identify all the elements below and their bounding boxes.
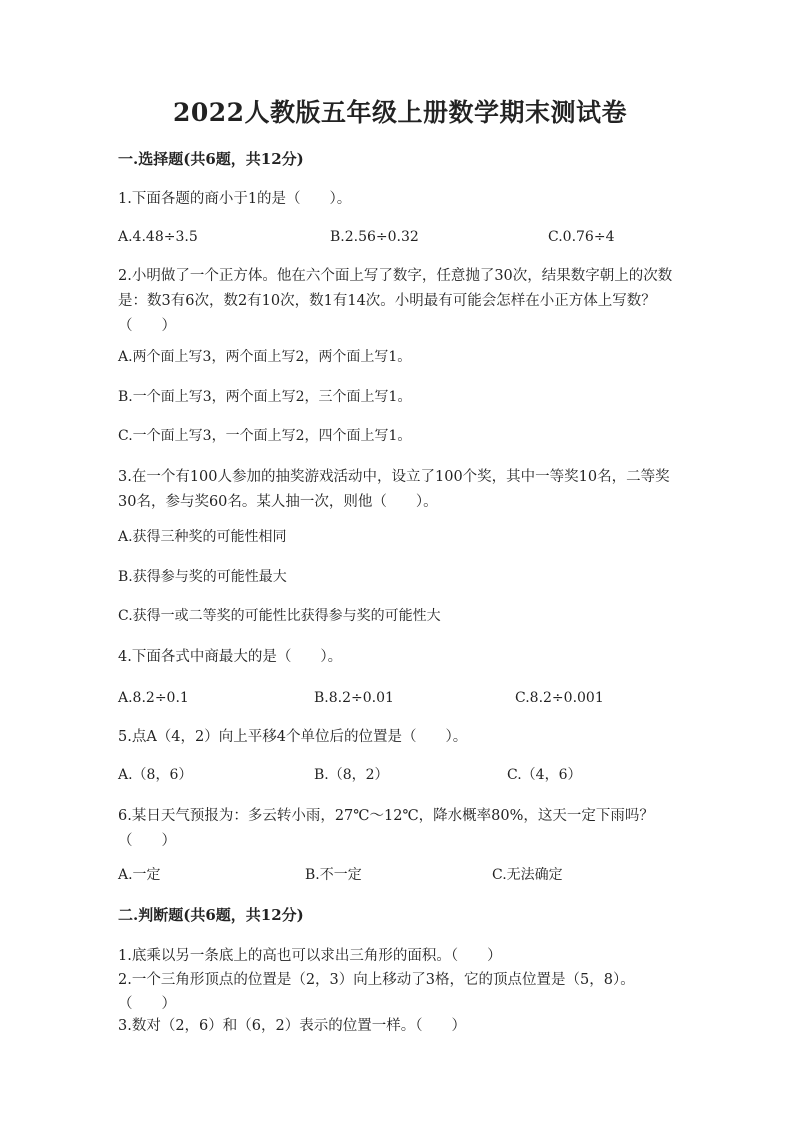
page-title: 2022人教版五年级上册数学期末测试卷 (172, 98, 628, 127)
judgement-item-3: 3.数对（2，6）和（6，2）表示的位置一样。（ ） (118, 1018, 466, 1034)
question-1: 1.下面各题的商小于1的是（ ）。 (118, 191, 352, 207)
question-5: 5.点A（4，2）向上平移4个单位后的位置是（ ）。 (118, 729, 468, 745)
question-2-option-b: B.一个面上写3，两个面上写2，三个面上写1。 (118, 389, 412, 405)
question-4: 4.下面各式中商最大的是（ ）。 (118, 649, 343, 665)
question-2-option-c: C.一个面上写3，一个面上写2，四个面上写1。 (118, 428, 412, 444)
question-3-option-b: B.获得参与奖的可能性最大 (118, 569, 287, 585)
question-1-option-c: C.0.76÷4 (548, 229, 615, 245)
question-5-option-c: C.（4，6） (507, 767, 582, 783)
question-4-option-c: C.8.2÷0.001 (515, 690, 604, 706)
question-4-option-b: B.8.2÷0.01 (314, 690, 394, 706)
question-3-option-c: C.获得一或二等奖的可能性比获得参与奖的可能性大 (118, 608, 441, 624)
question-1-option-a: A.4.48÷3.5 (118, 229, 198, 245)
question-6-option-c: C.无法确定 (492, 867, 563, 883)
judgement-item-1: 1.底乘以另一条底上的高也可以求出三角形的面积。（ ） (118, 948, 502, 964)
question-3: 3.在一个有100人参加的抽奖游戏活动中，设立了100个奖，其中一等奖10名，二等奖30名，参与奖60名。某人抽一次，则他（ ）。 (118, 469, 670, 510)
judgement-item-2: 2.一个三角形顶点的位置是（2，3）向上移动了3格，它的顶点位置是（5，8）。（ ） (118, 972, 635, 1012)
question-5-option-a: A.（8，6） (118, 767, 193, 783)
section-heading-choice: 一.选择题(共6题，共12分) (118, 150, 304, 168)
question-2: 2.小明做了一个正方体。他在六个面上写了数字，任意抛了30次，结果数字朝上的次数是：数3有6次，数2有10次，数1有14次。小明最有可能会怎样在小正方体上写数？（ ） (118, 268, 673, 334)
question-3-option-a: A.获得三种奖的可能性相同 (118, 529, 287, 545)
question-1-option-b: B.2.56÷0.32 (330, 229, 419, 245)
question-6-option-b: B.不一定 (305, 867, 362, 883)
question-5-option-b: B.（8，2） (314, 767, 389, 783)
question-4-option-a: A.8.2÷0.1 (118, 690, 189, 706)
question-6: 6.某日天气预报为：多云转小雨，27℃～12℃，降水概率80%，这天一定下雨吗？（ ） (118, 808, 654, 849)
question-6-option-a: A.一定 (118, 867, 161, 883)
question-2-option-a: A.两个面上写3，两个面上写2，两个面上写1。 (118, 349, 412, 365)
section-heading-judgement: 二.判断题(共6题，共12分) (118, 906, 304, 924)
